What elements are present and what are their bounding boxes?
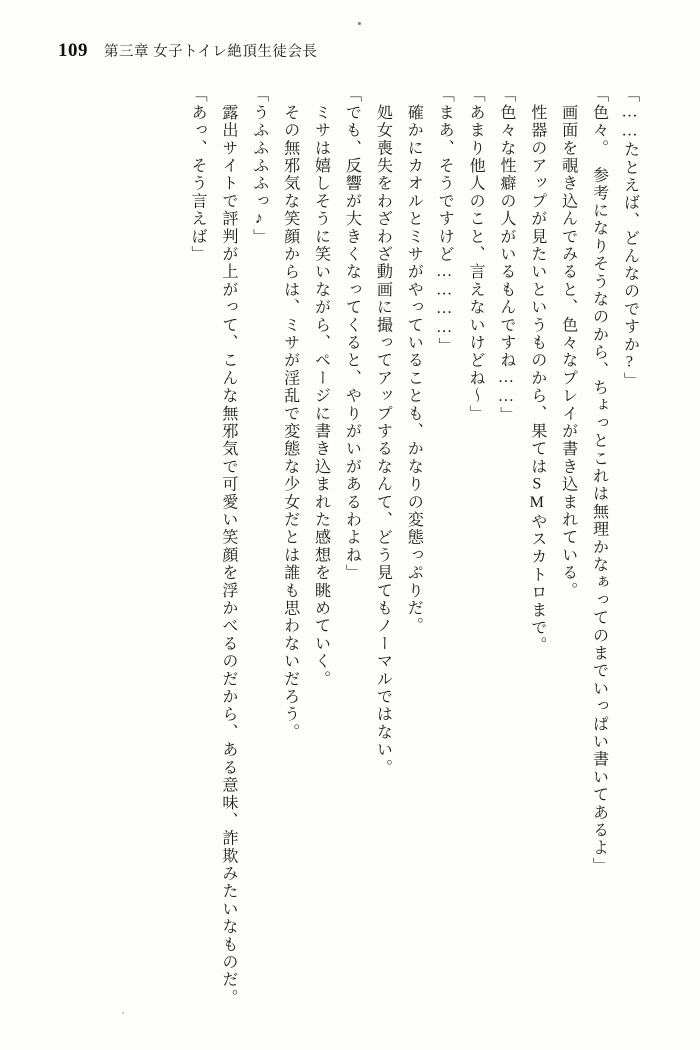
running-header [0, 40, 700, 66]
page-body-text [58, 86, 644, 1016]
body-paragraph: 「色々な性癖の人がいるもんですね……」 [497, 86, 515, 425]
page-number: 109 [58, 40, 88, 61]
body-paragraph: その無邪気な笑顔からは、ミサが淫乱で変態な少女だとは誰も思わないだろう。 [281, 86, 299, 741]
body-paragraph: 「あっ、そう言えば」 [188, 86, 206, 263]
body-paragraph: 「色々。 参考になりそうなのから、ちょっとこれは無理かなぁってのまでいっぱい書いてあるよ」 [590, 86, 608, 875]
body-paragraph: 「あまり他人のこと、言えないけどね〜」 [466, 86, 484, 423]
body-paragraph: 露出サイトで評判が上がって、こんな無邪気で可愛い笑顔を浮かべるのだから、ある意味、詐欺みたいなものだ。 [219, 86, 237, 1007]
body-paragraph: ミサは嬉しそうに笑いながら、ページに書き込まれた感想を眺めていく。 [312, 86, 330, 688]
body-paragraph: 画面を覗き込んでみると、色々なプレイが書き込まれている。 [559, 86, 577, 600]
body-paragraph: 性器のアップが見たいというものから、果てはSMやスカトロまで。 [528, 86, 546, 655]
chapter-title: 第三章 女子トイレ絶頂生徒会長 [104, 44, 318, 60]
body-paragraph: 「……たとえば、どんなのですか?」 [621, 86, 638, 390]
body-paragraph: 「まあ、そうですけど…………」 [435, 86, 453, 356]
dust-speck [358, 22, 361, 25]
body-paragraph: 「でも、反響が大きくなってくると、やりがいがあるわよね」 [342, 86, 360, 582]
body-paragraph: 「うふふふふっ♪」 [250, 86, 268, 247]
body-paragraph: 確かにカオルとミサがやっていることも、かなりの変態っぷりだ。 [404, 86, 422, 635]
body-paragraph: 処女喪失をわざわざ動画に撮ってアップするなんて、どう見てもノーマルではない。 [373, 86, 391, 777]
